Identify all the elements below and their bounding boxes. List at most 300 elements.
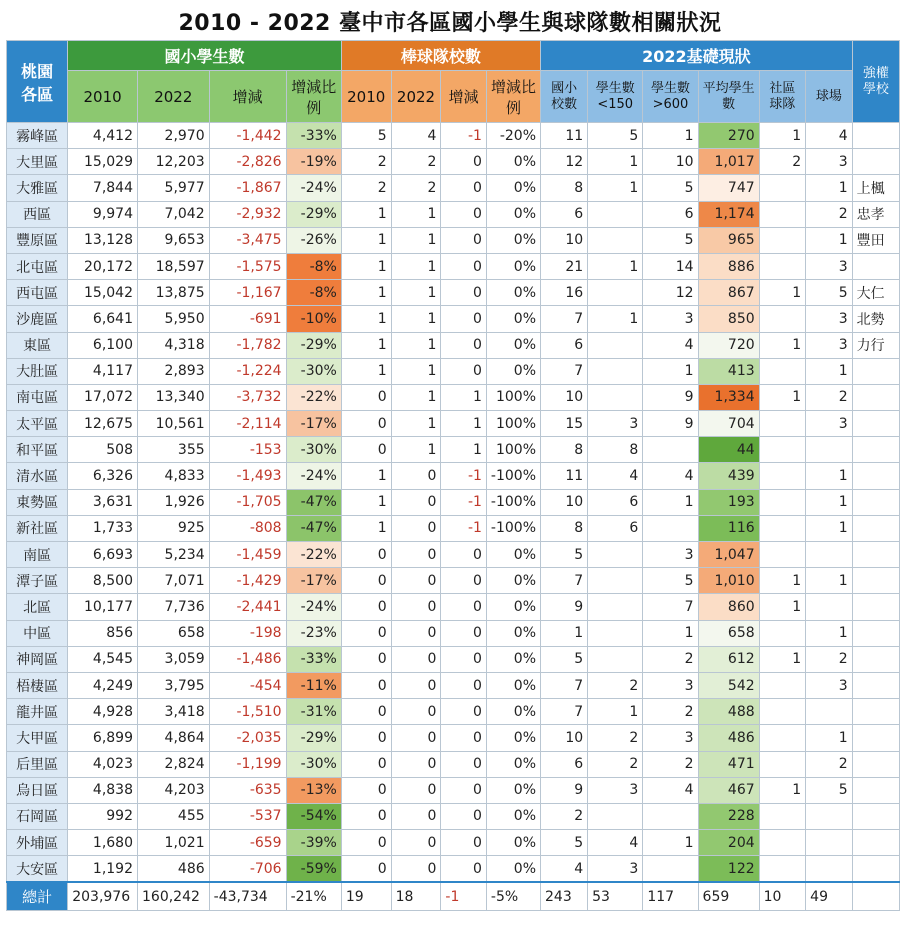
cell-name: 后里區 [7,751,68,777]
cell-name: 神岡區 [7,646,68,672]
cell-schools: 10 [541,384,588,410]
table-row [7,594,900,620]
cell-schools: 9 [541,594,588,620]
cell-tdiff: 0 [441,699,487,725]
cell-t2010: 1 [341,227,391,253]
cell-tpct: 100% [486,411,540,437]
table-row [7,646,900,672]
cell-fields [806,542,853,568]
cell-sdiff: -2,441 [209,594,286,620]
cell-tdiff: 0 [441,830,487,856]
cell-s2010: 6,326 [68,463,138,489]
cell-strong [852,542,899,568]
cell-sdiff: -1,782 [209,332,286,358]
cell-community [759,699,806,725]
cell-s2010: 3,631 [68,489,138,515]
cell-gt600: 6 [643,201,698,227]
cell-gt600: 14 [643,253,698,279]
cell-gt600: 2 [643,646,698,672]
table-row [7,856,900,883]
cell-community [759,437,806,463]
cell-t2022: 1 [391,411,441,437]
cell-community [759,672,806,698]
cell-avg: 413 [698,358,759,384]
cell-strong [852,699,899,725]
cell-t2022: 1 [391,358,441,384]
cell-gt600: 5 [643,568,698,594]
cell-avg: 860 [698,594,759,620]
cell-fields [806,594,853,620]
cell-community: 1 [759,777,806,803]
cell-fields: 1 [806,489,853,515]
cell-tdiff: 0 [441,856,487,883]
cell-t2022: 0 [391,751,441,777]
cell-spct: -23% [286,620,341,646]
cell-t2010: 1 [341,358,391,384]
cell-tpct: -100% [486,489,540,515]
cell-fields: 1 [806,463,853,489]
cell-t2022: 1 [391,227,441,253]
cell-tpct: 100% [486,437,540,463]
cell-lt150: 2 [588,751,643,777]
cell-schools: 7 [541,699,588,725]
cell-schools: 11 [541,463,588,489]
cell-t2022: 0 [391,856,441,883]
cell-strong: 大仁 [852,280,899,306]
cell-s2022: 4,318 [138,332,210,358]
cell-schools: 7 [541,568,588,594]
cell-tdiff: -1 [441,489,487,515]
cell-fields: 3 [806,149,853,175]
total-cell-tdiff: -1 [441,882,487,911]
cell-s2010: 856 [68,620,138,646]
cell-t2010: 0 [341,594,391,620]
table-row [7,437,900,463]
cell-strong: 上楓 [852,175,899,201]
cell-fields: 1 [806,620,853,646]
cell-t2010: 1 [341,253,391,279]
cell-sdiff: -1,224 [209,358,286,384]
cell-tdiff: 1 [441,384,487,410]
cell-strong: 豐田 [852,227,899,253]
cell-s2022: 13,875 [138,280,210,306]
cell-name: 石岡區 [7,803,68,829]
cell-community [759,803,806,829]
cell-t2022: 0 [391,672,441,698]
cell-schools: 8 [541,175,588,201]
cell-tpct: 0% [486,280,540,306]
cell-avg: 467 [698,777,759,803]
cell-sdiff: -1,486 [209,646,286,672]
cell-name: 烏日區 [7,777,68,803]
cell-gt600: 3 [643,725,698,751]
cell-schools: 11 [541,123,588,149]
cell-spct: -11% [286,672,341,698]
header-lt150: 學生數<150 [588,71,643,123]
cell-t2022: 1 [391,384,441,410]
cell-tpct: 0% [486,175,540,201]
cell-gt600 [643,437,698,463]
cell-tdiff: 0 [441,620,487,646]
cell-gt600: 7 [643,594,698,620]
cell-s2010: 6,899 [68,725,138,751]
cell-avg: 1,017 [698,149,759,175]
total-cell-avg: 659 [698,882,759,911]
cell-lt150: 3 [588,411,643,437]
cell-s2010: 4,249 [68,672,138,698]
cell-spct: -17% [286,568,341,594]
cell-schools: 7 [541,358,588,384]
cell-tdiff: 1 [441,437,487,463]
cell-tdiff: -1 [441,123,487,149]
cell-spct: -39% [286,830,341,856]
cell-sdiff: -1,167 [209,280,286,306]
cell-tdiff: 0 [441,777,487,803]
cell-s2010: 4,838 [68,777,138,803]
cell-avg: 439 [698,463,759,489]
table-row [7,751,900,777]
cell-tdiff: 0 [441,542,487,568]
cell-schools: 9 [541,777,588,803]
cell-s2010: 6,100 [68,332,138,358]
cell-tpct: 0% [486,253,540,279]
cell-t2010: 1 [341,463,391,489]
header-students-diff: 增減 [209,71,286,123]
cell-tpct: 0% [486,620,540,646]
cell-t2022: 0 [391,568,441,594]
cell-tdiff: 0 [441,672,487,698]
cell-tdiff: 1 [441,411,487,437]
cell-name: 霧峰區 [7,123,68,149]
cell-name: 西區 [7,201,68,227]
table-row [7,253,900,279]
cell-t2010: 1 [341,332,391,358]
cell-schools: 7 [541,672,588,698]
cell-fields: 1 [806,358,853,384]
cell-community [759,358,806,384]
cell-gt600: 9 [643,411,698,437]
cell-strong [852,463,899,489]
cell-avg: 193 [698,489,759,515]
cell-name: 北區 [7,594,68,620]
cell-s2022: 7,071 [138,568,210,594]
cell-tpct: 0% [486,830,540,856]
cell-strong [852,646,899,672]
table-row [7,123,900,149]
cell-tdiff: 0 [441,175,487,201]
cell-community: 2 [759,149,806,175]
cell-t2022: 0 [391,803,441,829]
cell-s2022: 2,970 [138,123,210,149]
cell-schools: 5 [541,830,588,856]
cell-avg: 488 [698,699,759,725]
cell-t2010: 0 [341,646,391,672]
cell-t2010: 0 [341,542,391,568]
cell-sdiff: -2,035 [209,725,286,751]
cell-sdiff: -635 [209,777,286,803]
cell-tdiff: 0 [441,725,487,751]
cell-lt150 [588,227,643,253]
cell-gt600: 1 [643,358,698,384]
cell-community [759,227,806,253]
cell-t2010: 1 [341,201,391,227]
cell-spct: -47% [286,515,341,541]
cell-s2010: 1,680 [68,830,138,856]
total-cell-s2022: 160,242 [138,882,210,911]
cell-lt150 [588,542,643,568]
cell-avg: 720 [698,332,759,358]
cell-gt600: 3 [643,306,698,332]
cell-s2022: 658 [138,620,210,646]
cell-spct: -24% [286,463,341,489]
cell-schools: 4 [541,856,588,883]
header-students-group: 國小學生數 [68,41,342,71]
cell-t2010: 0 [341,411,391,437]
cell-schools: 6 [541,332,588,358]
table-row [7,489,900,515]
cell-name: 大里區 [7,149,68,175]
total-cell-strong [852,882,899,911]
cell-s2010: 10,177 [68,594,138,620]
cell-s2022: 455 [138,803,210,829]
cell-strong: 北勢 [852,306,899,332]
cell-t2022: 0 [391,725,441,751]
cell-fields [806,699,853,725]
cell-spct: -31% [286,699,341,725]
cell-tdiff: 0 [441,594,487,620]
table-title: 2010 - 2022 臺中市各區國小學生與球隊數相關狀況 [178,11,722,36]
cell-community: 1 [759,568,806,594]
cell-t2010: 2 [341,175,391,201]
cell-t2010: 1 [341,489,391,515]
cell-avg: 965 [698,227,759,253]
cell-tpct: 0% [486,751,540,777]
cell-spct: -30% [286,437,341,463]
cell-s2010: 8,500 [68,568,138,594]
table-row [7,542,900,568]
total-cell-sdiff: -43,734 [209,882,286,911]
cell-sdiff: -659 [209,830,286,856]
cell-spct: -8% [286,280,341,306]
cell-spct: -8% [286,253,341,279]
cell-lt150: 4 [588,830,643,856]
cell-t2010: 0 [341,672,391,698]
cell-s2022: 5,977 [138,175,210,201]
cell-lt150 [588,646,643,672]
cell-sdiff: -537 [209,803,286,829]
cell-s2022: 3,795 [138,672,210,698]
cell-community: 1 [759,384,806,410]
cell-name: 北屯區 [7,253,68,279]
cell-avg: 612 [698,646,759,672]
cell-s2022: 4,203 [138,777,210,803]
cell-fields: 2 [806,751,853,777]
cell-strong [852,123,899,149]
cell-s2022: 18,597 [138,253,210,279]
cell-s2022: 4,864 [138,725,210,751]
cell-lt150: 3 [588,777,643,803]
header-teams-diff: 增減 [441,71,487,123]
cell-gt600: 1 [643,489,698,515]
cell-spct: -22% [286,542,341,568]
cell-community [759,830,806,856]
cell-lt150: 3 [588,856,643,883]
cell-t2010: 0 [341,803,391,829]
table-row [7,358,900,384]
cell-sdiff: -454 [209,672,286,698]
cell-lt150 [588,332,643,358]
cell-avg: 747 [698,175,759,201]
cell-s2010: 6,693 [68,542,138,568]
header-avg: 平均學生數 [698,71,759,123]
cell-fields: 1 [806,515,853,541]
cell-name: 大安區 [7,856,68,883]
cell-strong [852,803,899,829]
cell-schools: 10 [541,725,588,751]
cell-tpct: -100% [486,515,540,541]
cell-name: 南區 [7,542,68,568]
total-cell-gt600: 117 [643,882,698,911]
cell-sdiff: -2,826 [209,149,286,175]
cell-schools: 7 [541,306,588,332]
cell-sdiff: -2,114 [209,411,286,437]
table-row [7,411,900,437]
cell-t2022: 0 [391,594,441,620]
cell-t2010: 0 [341,856,391,883]
cell-tpct: 0% [486,725,540,751]
cell-lt150: 2 [588,725,643,751]
cell-tpct: 0% [486,358,540,384]
header-teams-2010: 2010 [341,71,391,123]
header-district: 桃園 各區 [7,41,68,123]
cell-sdiff: -691 [209,306,286,332]
cell-s2022: 10,561 [138,411,210,437]
cell-avg: 850 [698,306,759,332]
cell-t2010: 0 [341,620,391,646]
cell-lt150: 1 [588,175,643,201]
cell-avg: 228 [698,803,759,829]
cell-s2010: 12,675 [68,411,138,437]
table-row [7,699,900,725]
cell-strong [852,515,899,541]
cell-s2022: 3,059 [138,646,210,672]
cell-sdiff: -198 [209,620,286,646]
cell-schools: 6 [541,751,588,777]
cell-schools: 8 [541,437,588,463]
cell-name: 南屯區 [7,384,68,410]
cell-lt150: 6 [588,515,643,541]
table-row [7,280,900,306]
cell-schools: 1 [541,620,588,646]
cell-strong [852,725,899,751]
cell-t2010: 1 [341,280,391,306]
cell-t2022: 2 [391,149,441,175]
cell-s2010: 508 [68,437,138,463]
cell-gt600: 5 [643,227,698,253]
cell-fields: 4 [806,123,853,149]
cell-strong [852,777,899,803]
total-cell-community: 10 [759,882,806,911]
cell-t2010: 0 [341,725,391,751]
cell-fields: 3 [806,411,853,437]
cell-sdiff: -808 [209,515,286,541]
cell-tdiff: 0 [441,306,487,332]
cell-tdiff: 0 [441,253,487,279]
cell-t2010: 0 [341,751,391,777]
cell-tdiff: 0 [441,358,487,384]
total-cell-schools: 243 [541,882,588,911]
cell-t2022: 1 [391,306,441,332]
cell-gt600: 3 [643,542,698,568]
cell-lt150: 1 [588,306,643,332]
cell-t2022: 0 [391,620,441,646]
cell-avg: 542 [698,672,759,698]
cell-avg: 1,010 [698,568,759,594]
cell-community: 1 [759,646,806,672]
cell-community [759,175,806,201]
cell-strong [852,856,899,883]
cell-s2022: 925 [138,515,210,541]
cell-t2022: 0 [391,463,441,489]
cell-t2010: 0 [341,699,391,725]
cell-avg: 1,334 [698,384,759,410]
cell-schools: 10 [541,489,588,515]
cell-schools: 6 [541,201,588,227]
header-students-pct: 增減比例 [286,71,341,123]
cell-lt150 [588,620,643,646]
cell-tdiff: 0 [441,280,487,306]
cell-t2010: 1 [341,306,391,332]
header-gt600: 學生數>600 [643,71,698,123]
total-cell-name: 總計 [7,882,68,911]
cell-spct: -19% [286,149,341,175]
cell-s2010: 6,641 [68,306,138,332]
cell-lt150: 1 [588,699,643,725]
cell-s2010: 17,072 [68,384,138,410]
cell-avg: 270 [698,123,759,149]
table-row [7,620,900,646]
cell-t2010: 0 [341,777,391,803]
cell-t2010: 5 [341,123,391,149]
cell-strong [852,437,899,463]
cell-gt600: 9 [643,384,698,410]
cell-tdiff: -1 [441,515,487,541]
cell-t2022: 0 [391,515,441,541]
header-community: 社區球隊 [759,71,806,123]
cell-strong [852,384,899,410]
cell-avg: 204 [698,830,759,856]
total-row [7,882,900,911]
total-cell-fields: 49 [806,882,853,911]
cell-community [759,253,806,279]
cell-spct: -17% [286,411,341,437]
cell-tpct: 0% [486,227,540,253]
cell-strong [852,620,899,646]
cell-spct: -24% [286,175,341,201]
cell-s2022: 355 [138,437,210,463]
cell-t2010: 2 [341,149,391,175]
cell-spct: -29% [286,725,341,751]
cell-name: 清水區 [7,463,68,489]
cell-fields [806,830,853,856]
cell-gt600: 2 [643,699,698,725]
cell-schools: 16 [541,280,588,306]
cell-schools: 15 [541,411,588,437]
cell-name: 豐原區 [7,227,68,253]
cell-tpct: 0% [486,201,540,227]
cell-community [759,620,806,646]
cell-s2010: 4,117 [68,358,138,384]
